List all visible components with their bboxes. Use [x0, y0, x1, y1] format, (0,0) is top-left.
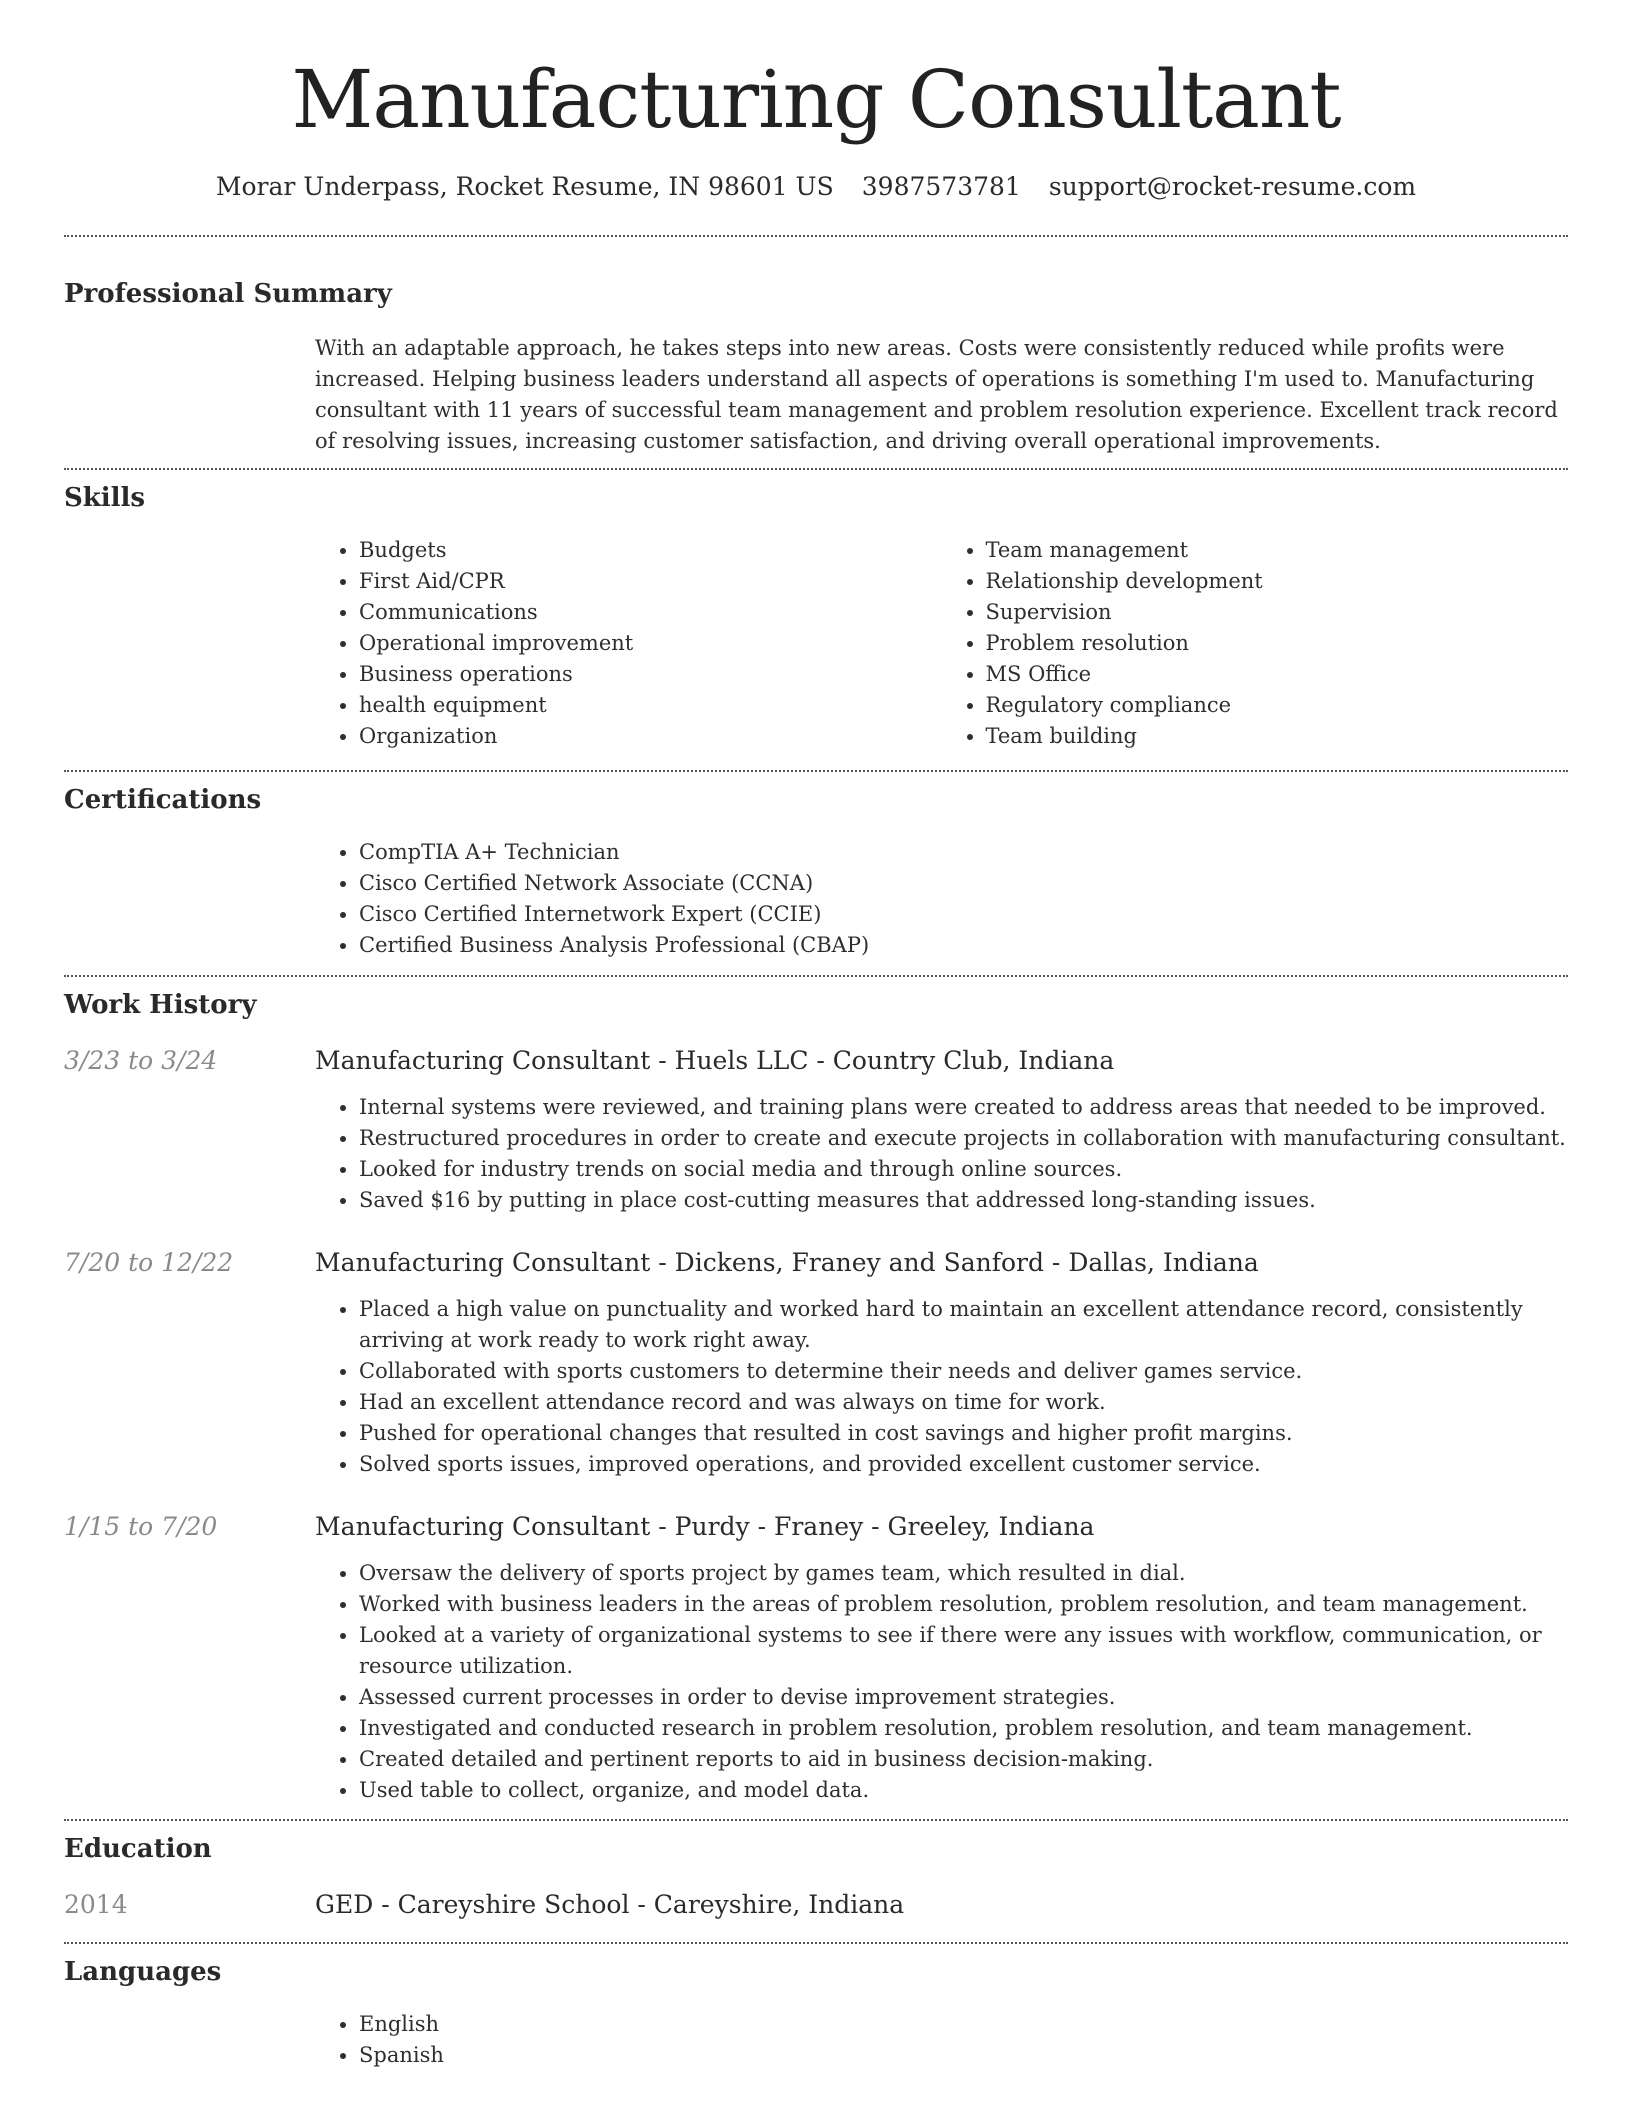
contact-phone: 3987573781 [861, 172, 1021, 201]
section-divider [64, 235, 1568, 237]
job-bullet: • Investigated and conducted research in problem resolution, problem resolution, and team management. [359, 1713, 1568, 1744]
job-bullets [315, 1294, 1568, 1480]
certification-item: • Certified Business Analysis Professional (CBAP) [359, 930, 1568, 961]
languages-list [315, 2009, 1568, 2071]
job-entry [64, 1044, 1568, 1216]
job-title: Manufacturing Consultant - Huels LLC - Country Club, Indiana [315, 1046, 1115, 1075]
work-history-title: Work History [64, 990, 257, 1020]
work-history-list [64, 1044, 1568, 1806]
certifications-title: Certifications [64, 785, 262, 815]
job-bullet: • Placed a high value on punctuality and worked hard to maintain an excellent attendance record, consistently arriving at work ready to work right away. [359, 1294, 1568, 1356]
job-entry [64, 1510, 1568, 1806]
work-history-section [64, 988, 1568, 1806]
skills-section [64, 481, 1568, 752]
section-divider [64, 975, 1568, 977]
resume-name: Manufacturing Consultant [291, 53, 1341, 146]
education-entry: GED - Careyshire School - Careyshire, Indiana [315, 1890, 905, 1919]
skill-item: • Problem resolution [986, 628, 1569, 659]
languages-title: Languages [64, 1957, 222, 1987]
job-entry [64, 1246, 1568, 1480]
certifications-list [315, 837, 1568, 961]
certification-item: • CompTIA A+ Technician [359, 837, 1568, 868]
section-divider [64, 1819, 1568, 1821]
contact-line [64, 170, 1568, 204]
contact-email: support@rocket-resume.com [1048, 172, 1417, 201]
contact-address: Morar Underpass, Rocket Resume, IN 98601 US [215, 172, 834, 201]
job-bullet: • Internal systems were reviewed, and training plans were created to address areas that needed to be improved. [359, 1092, 1568, 1123]
job-bullets [315, 1092, 1568, 1216]
job-bullet: • Collaborated with sports customers to determine their needs and deliver games service. [359, 1356, 1568, 1387]
skill-item: • Operational improvement [359, 628, 942, 659]
job-bullet: • Assessed current processes in order to devise improvement strategies. [359, 1682, 1568, 1713]
job-bullet: • Restructured procedures in order to create and execute projects in collaboration with manufacturing consultant. [359, 1123, 1568, 1154]
job-dates: 3/23 to 3/24 [64, 1046, 218, 1075]
section-divider [64, 468, 1568, 470]
skills-list-right [942, 535, 1569, 752]
job-dates: 7/20 to 12/22 [64, 1248, 234, 1277]
job-title: Manufacturing Consultant - Purdy - Franey - Greeley, Indiana [315, 1512, 1095, 1541]
job-bullet: • Looked at a variety of organizational systems to see if there were any issues with workflow, communication, or resource utilization. [359, 1620, 1568, 1682]
job-bullet: • Created detailed and pertinent reports to aid in business decision-making. [359, 1744, 1568, 1775]
job-bullet: • Pushed for operational changes that resulted in cost savings and higher profit margins. [359, 1418, 1568, 1449]
language-item: • English [359, 2009, 1568, 2040]
skill-item: • Communications [359, 597, 942, 628]
summary-text: With an adaptable approach, he takes steps into new areas. Costs were consistently reduced while profits were increased. Helping business leaders understand all aspects of operations is something I'm used to. Manufacturing consultant with 11 years of successful team management and problem resolution experience. Excellent track record of resolving issues, increasing customer satisfaction, and driving overall operational improvements. [315, 336, 1558, 453]
skill-item: • MS Office [986, 659, 1569, 690]
job-title: Manufacturing Consultant - Dickens, Franey and Sanford - Dallas, Indiana [315, 1248, 1259, 1277]
job-bullet: • Solved sports issues, improved operations, and provided excellent customer service. [359, 1449, 1568, 1480]
certification-item: • Cisco Certified Network Associate (CCNA) [359, 868, 1568, 899]
skill-item: • First Aid/CPR [359, 566, 942, 597]
certification-item: • Cisco Certified Internetwork Expert (CCIE) [359, 899, 1568, 930]
section-divider [64, 770, 1568, 772]
languages-section [64, 1955, 1568, 2071]
job-bullet: • Saved $16 by putting in place cost-cutting measures that addressed long-standing issues. [359, 1185, 1568, 1216]
skill-item: • Budgets [359, 535, 942, 566]
skill-item: • Team management [986, 535, 1569, 566]
job-bullet: • Oversaw the delivery of sports project by games team, which resulted in dial. [359, 1558, 1568, 1589]
education-title: Education [64, 1834, 212, 1864]
job-bullet: • Worked with business leaders in the areas of problem resolution, problem resolution, and team management. [359, 1589, 1568, 1620]
skill-item: • Regulatory compliance [986, 690, 1569, 721]
skills-title: Skills [64, 483, 146, 513]
skill-item: • Team building [986, 721, 1569, 752]
language-item: • Spanish [359, 2040, 1568, 2071]
skill-item: • health equipment [359, 690, 942, 721]
skill-item: • Business operations [359, 659, 942, 690]
education-date: 2014 [64, 1890, 128, 1919]
summary-title: Professional Summary [64, 279, 392, 309]
certifications-section [64, 783, 1568, 961]
job-dates: 1/15 to 7/20 [64, 1512, 218, 1541]
job-bullet: • Used table to collect, organize, and model data. [359, 1775, 1568, 1806]
job-bullets [315, 1558, 1568, 1806]
section-divider [64, 1942, 1568, 1944]
job-bullet: • Had an excellent attendance record and was always on time for work. [359, 1387, 1568, 1418]
job-bullet: • Looked for industry trends on social media and through online sources. [359, 1154, 1568, 1185]
skill-item: • Supervision [986, 597, 1569, 628]
skill-item: • Relationship development [986, 566, 1569, 597]
skills-list-left [315, 535, 942, 752]
skill-item: • Organization [359, 721, 942, 752]
summary-section [64, 277, 1568, 457]
education-section [64, 1832, 1568, 1922]
